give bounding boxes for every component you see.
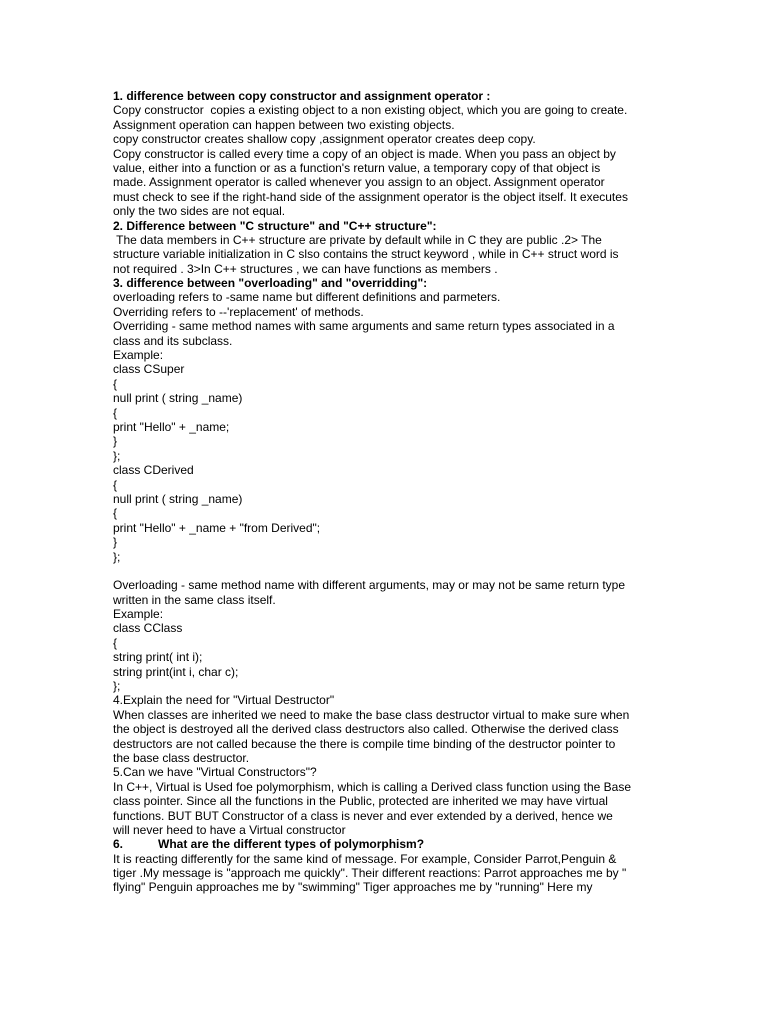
code-line: class CClass — [113, 621, 183, 636]
section-2-line: not required . 3>In C++ structures , we can have functions as members . — [113, 261, 498, 276]
section-3-line: Overriding - same method names with same arguments and same return types associated in a — [113, 319, 615, 334]
section-1-line: value, either into a function or as a function's return value, a temporary copy of that object is — [113, 160, 601, 175]
section-4-heading: 4.Explain the need for "Virtual Destructor" — [113, 693, 335, 708]
section-4-line: destructors are not called because the there is compile time binding of the destructor pointer to — [113, 736, 616, 751]
section-3-line: Overriding refers to --'replacement' of methods. — [113, 304, 364, 319]
code-line: class CSuper — [113, 362, 185, 377]
code-line: { — [113, 635, 118, 650]
section-5-heading: 5.Can we have "Virtual Constructors"? — [113, 765, 317, 780]
code-line: } — [113, 434, 118, 449]
code-line: null print ( string _name) — [113, 491, 243, 506]
section-4-line: the base class destructor. — [113, 750, 250, 765]
section-6-number: 6. — [113, 837, 124, 852]
code-line: null print ( string _name) — [113, 391, 243, 406]
section-1-line: copy constructor creates shallow copy ,assignment operator creates deep copy. — [113, 132, 536, 147]
section-1-heading: 1. difference between copy constructor and assignment operator : — [113, 89, 491, 103]
section-3-line: overloading refers to -same name but different definitions and parmeters. — [113, 290, 501, 305]
section-5-line: will never heed to have a Virtual constructor — [113, 822, 346, 837]
code-line: string print(int i, char c); — [113, 664, 239, 679]
blank-line — [113, 564, 658, 578]
section-5-line: In C++, Virtual is Used foe polymorphism, which is calling a Derived class function using the Base — [113, 779, 632, 794]
code-line: print "Hello" + _name; — [113, 419, 230, 434]
code-line: string print( int i); — [113, 650, 203, 665]
section-3-line: Overloading - same method name with different arguments, may or may not be same return type — [113, 578, 626, 593]
code-line: class CDerived — [113, 463, 194, 478]
section-2-line: The data members in C++ structure are private by default while in C they are public .2> The — [113, 232, 602, 247]
section-1-line: made. Assignment operator is called whenever you assign to an object. Assignment operator — [113, 175, 605, 190]
code-line: }; — [113, 448, 121, 463]
section-1-line: Assignment operation can happen between two existing objects. — [113, 117, 455, 132]
section-1-line: must check to see if the right-hand side of the assignment operator is the object itself. It executes — [113, 189, 628, 204]
code-line: }; — [113, 549, 121, 564]
code-line: { — [113, 405, 118, 420]
code-line: { — [113, 506, 118, 521]
document-page — [113, 89, 658, 895]
section-3-heading: 3. difference between "overloading" and "overridding": — [113, 276, 428, 291]
section-3-line: written in the same class itself. — [113, 592, 276, 607]
code-line: { — [113, 477, 118, 492]
section-6-line: tiger .My message is "approach me quickly". Their different reactions: Parrot approaches me by " — [113, 866, 627, 881]
code-line: } — [113, 535, 118, 550]
section-6-line: It is reacting differently for the same kind of message. For example, Consider Parrot,Penguin & — [113, 851, 617, 866]
section-5-line: class pointer. Since all the functions in the Public, protected are inherited we may have virtual — [113, 794, 608, 809]
code-line: }; — [113, 679, 121, 694]
section-2-line: structure variable initialization in C slso contains the struct keyword , while in C++ struct word is — [113, 247, 619, 262]
section-1-line: only the two sides are not equal. — [113, 204, 286, 219]
code-line: { — [113, 376, 118, 391]
section-6-line: flying" Penguin approaches me by "swimming" Tiger approaches me by "running" Here my — [113, 880, 593, 895]
section-3-line: Example: — [113, 607, 164, 622]
section-3-line: Example: — [113, 348, 164, 363]
section-2-heading: 2. Difference between "C structure" and "C++ structure": — [113, 218, 437, 233]
section-4-line: the object is destroyed all the derived class destructors also called. Otherwise the derived class — [113, 722, 619, 737]
section-4-line: When classes are inherited we need to make the base class destructor virtual to make sure when — [113, 707, 630, 722]
section-5-line: functions. BUT BUT Constructor of a class is never and ever extended by a derived, hence we — [113, 808, 613, 823]
code-line: print "Hello" + _name + "from Derived"; — [113, 520, 321, 535]
section-1-line: Copy constructor is called every time a copy of an object is made. When you pass an object by — [113, 146, 616, 161]
section-6-title: What are the different types of polymorphism? — [158, 837, 425, 852]
section-3-line: class and its subclass. — [113, 333, 233, 348]
section-1-line: Copy constructor copies a existing object to a non existing object, which you are going to create. — [113, 103, 628, 118]
section-6-heading — [113, 837, 658, 851]
